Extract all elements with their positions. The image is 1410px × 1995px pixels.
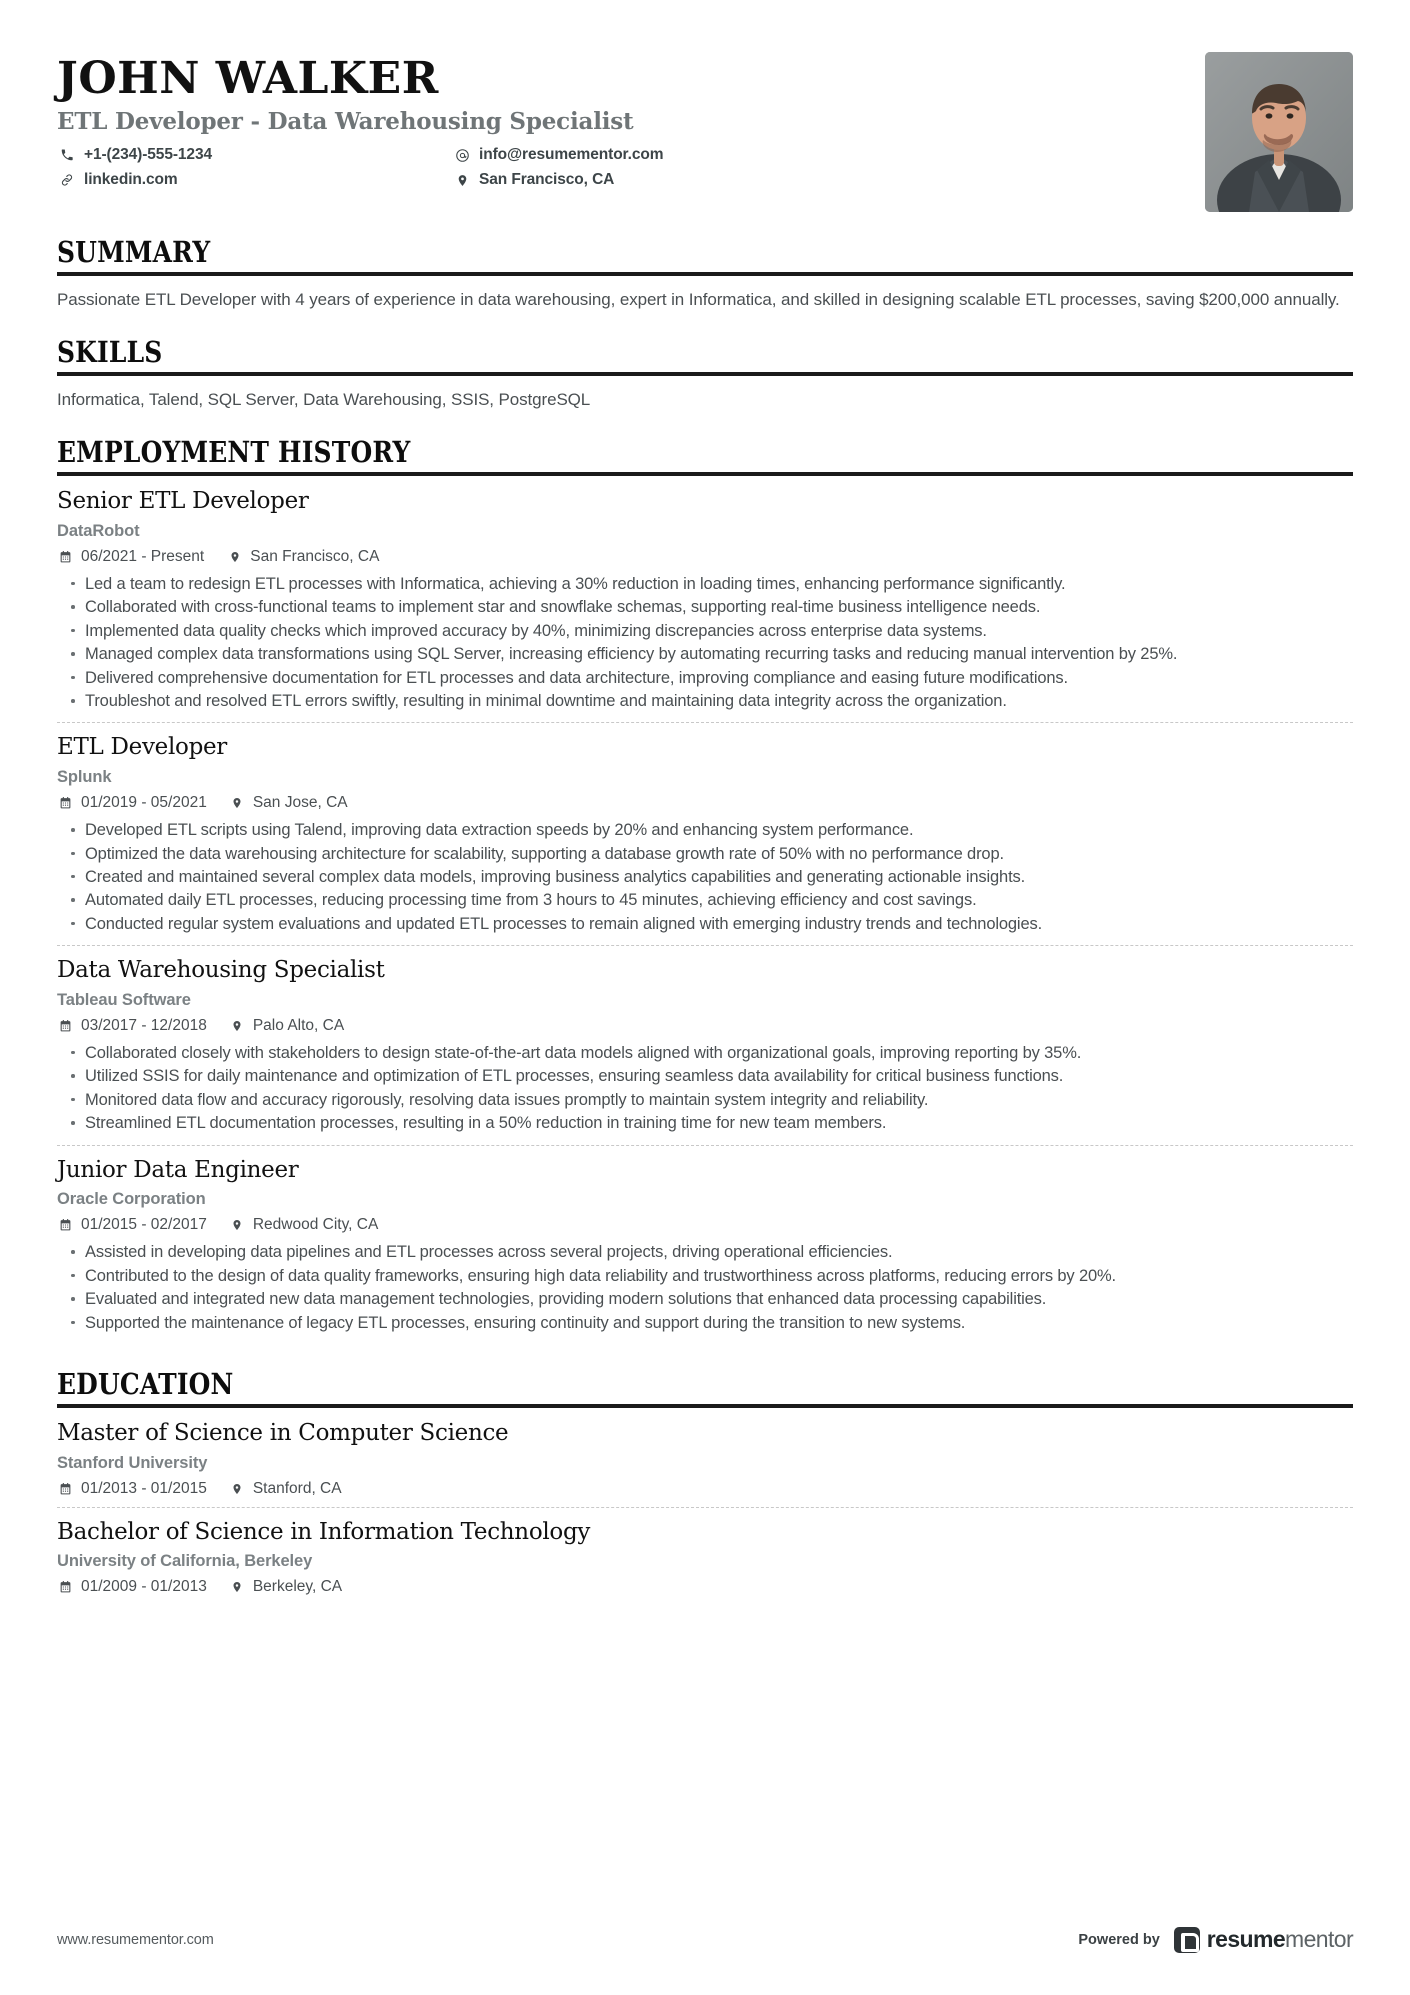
bookmark-icon (1174, 1927, 1200, 1953)
employment-entry-organization: Oracle Corporation (57, 1190, 206, 1209)
calendar-icon (57, 796, 74, 810)
skills-divider (57, 372, 1353, 376)
bullet-item: Evaluated and integrated new data management technologies, providing modern solutions that enhanced data processing capabilities. (57, 1288, 1353, 1310)
link-icon (57, 173, 77, 187)
skills-text: Informatica, Talend, SQL Server, Data Warehousing, SSIS, PostgreSQL (57, 390, 591, 410)
bullet-item: Conducted regular system evaluations and updated ETL processes to remain aligned with emerging industry trends and technologies. (57, 913, 1353, 935)
employment-entry (57, 488, 1353, 722)
calendar-icon (57, 550, 74, 564)
email-icon (452, 148, 472, 163)
employment-divider (57, 472, 1353, 476)
employment-entry-dates-text: 03/2017 - 12/2018 (81, 1016, 207, 1034)
employment-entry-meta (57, 1216, 1353, 1234)
resumementor-logo (1174, 1926, 1353, 1953)
employment-entry-bullets (57, 1042, 1353, 1135)
employment-entry-location-text: Palo Alto, CA (252, 1016, 345, 1034)
education-entry-title: Bachelor of Science in Information Technology (57, 1518, 591, 1545)
summary-divider (57, 272, 1353, 276)
summary-text: Passionate ETL Developer with 4 years of experience in data warehousing, expert in Informatica, and skilled in designing scalable ETL processes, saving $200,000 annually. (57, 290, 1340, 309)
section-education (57, 1366, 1353, 1605)
employment-entry-meta (57, 548, 1353, 566)
page-footer (57, 1926, 1353, 1953)
bullet-item: Contributed to the design of data quality frameworks, ensuring high data reliability and trustworthiness across platforms, reducing errors by 20%. (57, 1265, 1353, 1287)
education-entry-dates (57, 1480, 207, 1498)
employment-entry-dates (57, 1216, 207, 1234)
employment-entry-meta (57, 794, 1353, 812)
header-left (57, 52, 1185, 196)
education-entry-dates (57, 1578, 207, 1596)
education-entry-dates-text: 01/2013 - 01/2015 (81, 1479, 207, 1497)
education-entry-location (229, 1480, 342, 1498)
calendar-icon (57, 1482, 74, 1496)
employment-entry (57, 722, 1353, 945)
logo-text-bold: resume (1206, 1926, 1286, 1952)
employment-entry-location (229, 1017, 344, 1035)
education-divider (57, 1404, 1353, 1408)
employment-entry-organization: DataRobot (57, 521, 140, 540)
employment-entry-title: Senior ETL Developer (57, 488, 309, 515)
employment-entry-dates (57, 1017, 207, 1035)
header-job-title: ETL Developer - Data Warehousing Specialist (57, 108, 634, 136)
employment-entry-organization: Tableau Software (57, 990, 191, 1009)
employment-entry (57, 1145, 1353, 1344)
contact-link[interactable] (57, 171, 452, 189)
location-pin-icon (229, 1580, 246, 1594)
employment-entry-title: Junior Data Engineer (57, 1156, 299, 1183)
bullet-item: Implemented data quality checks which improved accuracy by 40%, minimizing discrepancies across enterprise data systems. (57, 620, 1353, 642)
education-heading: EDUCATION (57, 1366, 234, 1401)
avatar (1205, 52, 1353, 212)
contact-phone-text: +1-(234)-555-1234 (84, 146, 212, 164)
employment-entry-dates-text: 01/2015 - 02/2017 (81, 1216, 207, 1234)
education-entry-title: Master of Science in Computer Science (57, 1419, 509, 1446)
page-title: JOHN WALKER (57, 53, 439, 104)
education-entry-organization: Stanford University (57, 1453, 208, 1472)
location-pin-icon (229, 1019, 246, 1033)
logo-text-light: mentor (1285, 1926, 1353, 1952)
calendar-icon (57, 1580, 74, 1594)
employment-entry-location-text: Redwood City, CA (252, 1216, 379, 1234)
bullet-item: Delivered comprehensive documentation for ETL processes and data architecture, improving compliance and easing future modifications. (57, 667, 1353, 689)
employment-entry-dates (57, 548, 204, 566)
employment-entry-location (226, 548, 379, 566)
skills-heading: SKILLS (57, 335, 163, 370)
phone-icon (57, 148, 77, 162)
employment-entry-title: ETL Developer (57, 734, 228, 761)
bullet-item: Assisted in developing data pipelines and ETL processes across several projects, driving operational efficiencies. (57, 1241, 1353, 1263)
employment-entry-location (229, 1216, 378, 1234)
employment-entry-meta (57, 1017, 1353, 1035)
contact-email-text: info@resumementor.com (479, 146, 664, 164)
employment-entry-location (229, 794, 348, 812)
footer-url[interactable]: www.resumementor.com (57, 1931, 214, 1948)
education-entry-location-text: Berkeley, CA (252, 1578, 343, 1596)
location-pin-icon (229, 1218, 246, 1232)
education-entry-list (57, 1420, 1353, 1605)
bullet-item: Monitored data flow and accuracy rigorously, resolving data issues promptly to maintain system integrity and reliability. (57, 1089, 1353, 1111)
employment-entry-title: Data Warehousing Specialist (57, 957, 385, 984)
bullet-item: Collaborated closely with stakeholders to design state-of-the-art data models aligned with organizational goals, improving reporting by 35%. (57, 1042, 1353, 1064)
section-summary (57, 235, 1353, 312)
education-entry-location-text: Stanford, CA (252, 1479, 342, 1497)
resume-header (57, 40, 1353, 212)
education-entry (57, 1420, 1353, 1507)
contact-location[interactable] (452, 171, 847, 189)
location-pin-icon (229, 796, 246, 810)
bullet-item: Troubleshot and resolved ETL errors swiftly, resulting in minimal downtime and maintaining data integrity across the organization. (57, 690, 1353, 712)
location-pin-icon (229, 1482, 246, 1496)
section-skills (57, 335, 1353, 412)
contact-email[interactable] (452, 146, 847, 164)
powered-by-label: Powered by (1078, 1931, 1160, 1948)
location-pin-icon (226, 550, 243, 564)
bullet-item: Supported the maintenance of legacy ETL processes, ensuring continuity and support during the transition to new systems. (57, 1312, 1353, 1334)
bullet-item: Managed complex data transformations using SQL Server, increasing efficiency by automating recurring tasks and reducing manual intervention by 25%. (57, 643, 1353, 665)
employment-entry-dates-text: 01/2019 - 05/2021 (81, 794, 207, 812)
employment-heading: EMPLOYMENT HISTORY (57, 435, 411, 470)
bullet-item: Collaborated with cross-functional teams to implement star and snowflake schemas, supporting real-time business intelligence needs. (57, 596, 1353, 618)
bullet-item: Utilized SSIS for daily maintenance and optimization of ETL processes, ensuring seamless data availability for critical business functions. (57, 1065, 1353, 1087)
bullet-item: Streamlined ETL documentation processes, resulting in a 50% reduction in training time for new team members. (57, 1112, 1353, 1134)
contact-link-text: linkedin.com (84, 171, 178, 189)
summary-heading: SUMMARY (57, 235, 211, 269)
employment-entry-location-text: San Jose, CA (252, 794, 348, 812)
employment-entry-dates-text: 06/2021 - Present (81, 547, 205, 565)
bullet-item: Automated daily ETL processes, reducing processing time from 3 hours to 45 minutes, achieving efficiency and cost savings. (57, 889, 1353, 911)
calendar-icon (57, 1218, 74, 1232)
bullet-item: Developed ETL scripts using Talend, improving data extraction speeds by 20% and enhancing system performance. (57, 819, 1353, 841)
logo-text (1207, 1926, 1353, 1953)
employment-entry-organization: Splunk (57, 768, 112, 787)
location-icon (452, 173, 472, 188)
education-entry (57, 1507, 1353, 1606)
section-employment (57, 435, 1353, 1344)
contact-phone[interactable] (57, 146, 452, 164)
contact-list (57, 146, 847, 196)
calendar-icon (57, 1019, 74, 1033)
contact-location-text: San Francisco, CA (479, 171, 615, 189)
employment-entry-bullets (57, 1241, 1353, 1334)
employment-entry-bullets (57, 819, 1353, 935)
education-entry-meta (57, 1578, 1353, 1596)
employment-entry-bullets (57, 573, 1353, 713)
bullet-item: Created and maintained several complex data models, improving business analytics capabilities and generating actionable insights. (57, 866, 1353, 888)
education-entry-dates-text: 01/2009 - 01/2013 (81, 1578, 207, 1596)
employment-entry (57, 945, 1353, 1144)
education-entry-meta (57, 1480, 1353, 1498)
footer-branding (1078, 1926, 1353, 1953)
education-entry-location (229, 1578, 342, 1596)
employment-entry-location-text: San Francisco, CA (250, 547, 380, 565)
employment-entry-list (57, 488, 1353, 1344)
bullet-item: Optimized the data warehousing architecture for scalability, supporting a database growth rate of 50% with no performance drop. (57, 843, 1353, 865)
employment-entry-dates (57, 794, 207, 812)
education-entry-organization: University of California, Berkeley (57, 1552, 313, 1571)
bullet-item: Led a team to redesign ETL processes with Informatica, achieving a 30% reduction in loading times, enhancing performance significantly. (57, 573, 1353, 595)
